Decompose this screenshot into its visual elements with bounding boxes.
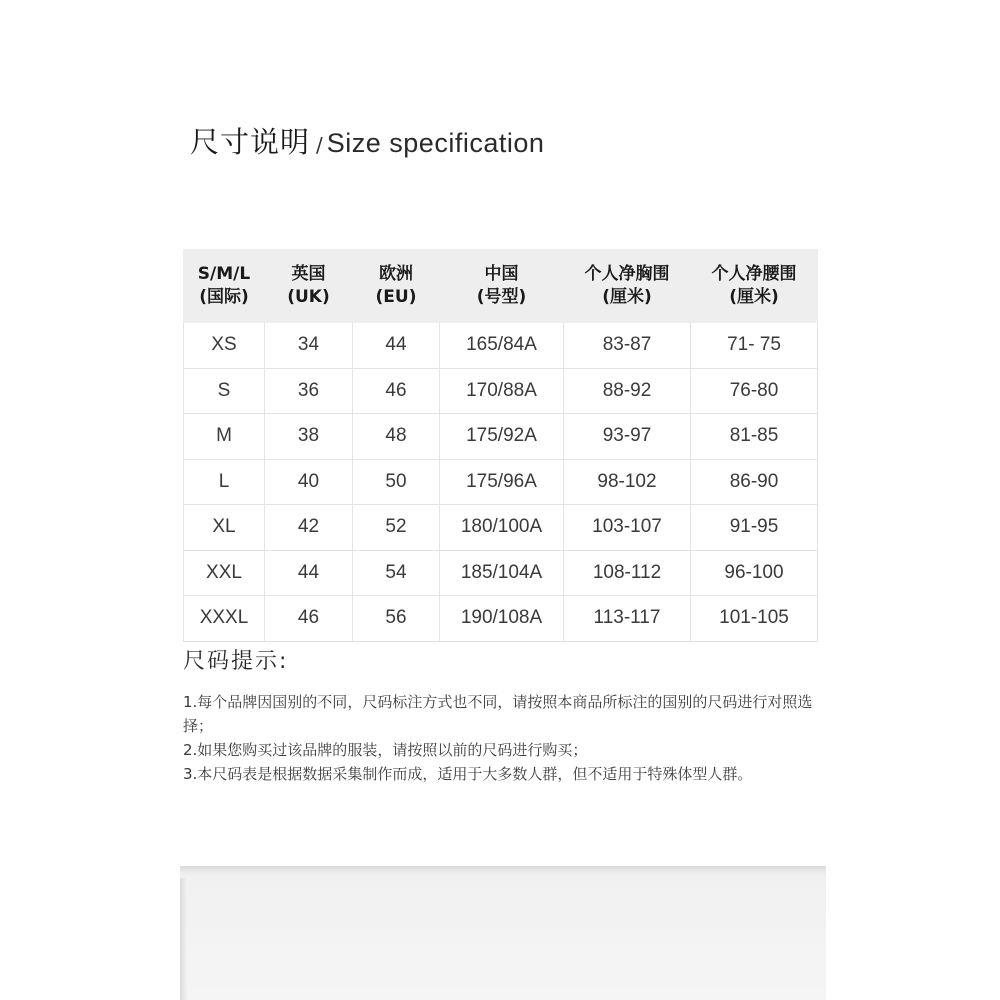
size-chart-table <box>183 249 818 642</box>
list-item: 3.本尺码表是根据数据采集制作而成，适用于大多数人群，但不适用于特殊体型人群。 <box>183 765 753 783</box>
table-cell: 44 <box>353 323 440 369</box>
page-title <box>190 120 544 168</box>
header-waist-sub: (厘米) <box>729 287 779 307</box>
table-row <box>184 550 818 596</box>
table-cell: 93-97 <box>564 414 691 460</box>
table-cell: 34 <box>265 323 353 369</box>
table-cell: 98-102 <box>564 459 691 505</box>
table-cell: 46 <box>265 596 353 642</box>
table-cell: L <box>184 459 265 505</box>
header-eu <box>353 250 440 323</box>
table-cell: 180/100A <box>440 505 564 551</box>
table-cell: 54 <box>353 550 440 596</box>
panel-edge-shadow <box>180 878 188 1000</box>
table-cell: 76-80 <box>691 368 818 414</box>
header-waist-label: 个人净腰围 <box>711 264 797 284</box>
table-cell: 165/84A <box>440 323 564 369</box>
list-item: 1.每个品牌因国别的不同，尺码标注方式也不同，请按照本商品所标注的国别的尺码进行对照选择； <box>183 693 813 735</box>
table-cell: 96-100 <box>691 550 818 596</box>
header-china <box>440 250 564 323</box>
table-cell: XXXL <box>184 596 265 642</box>
table-cell: 190/108A <box>440 596 564 642</box>
table-cell: 81-85 <box>691 414 818 460</box>
list-item: 2.如果您购买过该品牌的服装，请按照以前的尺码进行购买； <box>183 741 588 759</box>
table-cell: 108-112 <box>564 550 691 596</box>
header-chest <box>564 250 691 323</box>
product-image-placeholder <box>180 866 826 1000</box>
header-eu-sub: (EU) <box>375 287 417 307</box>
table-cell: 83-87 <box>564 323 691 369</box>
size-tips-section <box>183 646 823 786</box>
size-chart-header <box>184 250 818 323</box>
table-cell: 103-107 <box>564 505 691 551</box>
header-waist <box>691 250 818 323</box>
header-uk-sub: (UK) <box>287 287 330 307</box>
table-cell: 46 <box>353 368 440 414</box>
table-row <box>184 596 818 642</box>
header-china-label: 中国 <box>484 264 519 284</box>
table-cell: 71- 75 <box>691 323 818 369</box>
table-cell: XL <box>184 505 265 551</box>
table-cell: 40 <box>265 459 353 505</box>
table-cell: 44 <box>265 550 353 596</box>
header-intl-sub: (国际) <box>199 287 249 307</box>
table-cell: M <box>184 414 265 460</box>
header-intl-label: S/M/L <box>197 264 251 284</box>
table-cell: 52 <box>353 505 440 551</box>
table-cell: 175/96A <box>440 459 564 505</box>
table-cell: 38 <box>265 414 353 460</box>
table-cell: 48 <box>353 414 440 460</box>
table-cell: 42 <box>265 505 353 551</box>
table-cell: 36 <box>265 368 353 414</box>
table-cell: 91-95 <box>691 505 818 551</box>
table-cell: 56 <box>353 596 440 642</box>
table-row <box>184 323 818 369</box>
table-row <box>184 414 818 460</box>
header-intl <box>184 250 265 323</box>
table-cell: 175/92A <box>440 414 564 460</box>
table-cell: S <box>184 368 265 414</box>
table-row <box>184 505 818 551</box>
header-eu-label: 欧洲 <box>379 264 413 284</box>
table-row <box>184 368 818 414</box>
table-cell: 113-117 <box>564 596 691 642</box>
table-cell: 86-90 <box>691 459 818 505</box>
page-title-chinese: 尺寸说明 <box>190 125 311 159</box>
table-row <box>184 459 818 505</box>
size-tips-list <box>183 690 823 786</box>
size-chart-body <box>184 323 818 642</box>
size-tips-title: 尺码提示: <box>183 649 289 674</box>
table-cell: 88-92 <box>564 368 691 414</box>
table-cell: 185/104A <box>440 550 564 596</box>
page-title-english: Size specification <box>326 128 545 158</box>
table-cell: XXL <box>184 550 265 596</box>
table-cell: 101-105 <box>691 596 818 642</box>
header-uk-label: 英国 <box>291 264 326 284</box>
header-chest-sub: (厘米) <box>602 287 652 307</box>
header-chest-label: 个人净胸围 <box>584 264 670 284</box>
header-row <box>184 250 818 323</box>
table-cell: 50 <box>353 459 440 505</box>
table-cell: XS <box>184 323 265 369</box>
table-cell: 170/88A <box>440 368 564 414</box>
header-china-sub: (号型) <box>476 287 527 307</box>
header-uk <box>265 250 353 323</box>
page-title-separator: / <box>316 133 323 157</box>
